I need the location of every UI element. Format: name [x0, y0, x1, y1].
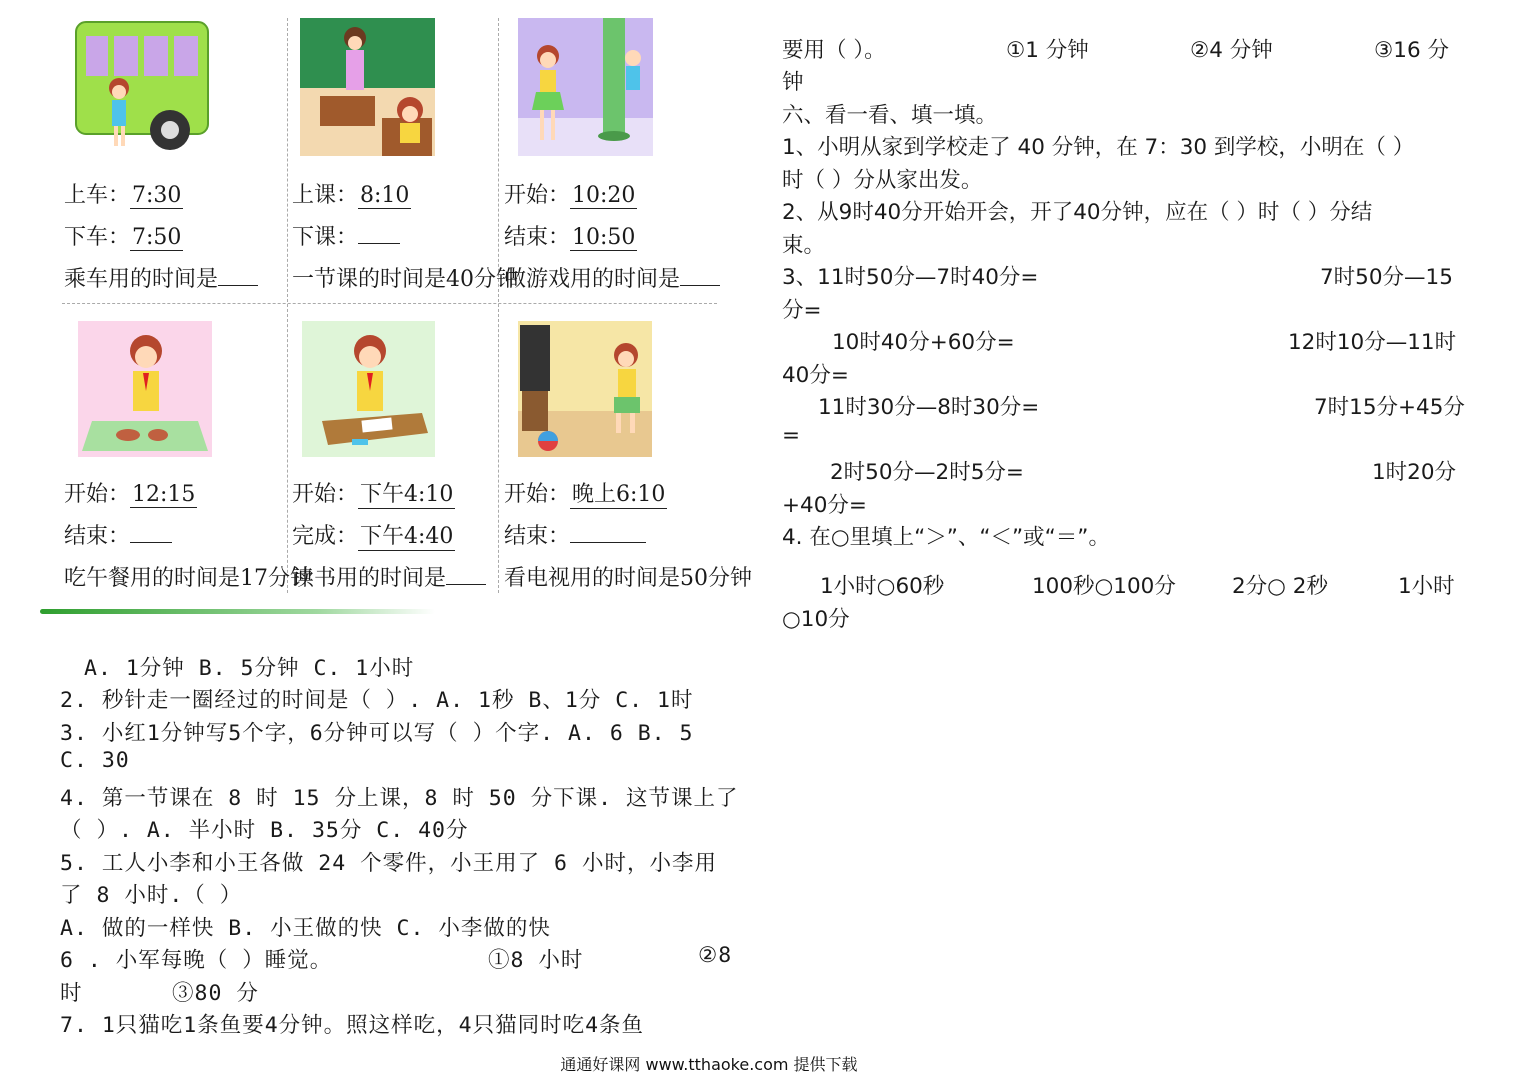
- card-tv: 开始：晚上6:10 结束： 看电视用的时间是50分钟: [504, 320, 719, 615]
- left-line-8: A. 做的一样快 B. 小王做的快 C. 小李做的快: [60, 916, 551, 941]
- right-line-0c: ②4 分钟: [1190, 38, 1273, 63]
- right-line-10a: 1小时○60秒: [820, 574, 945, 599]
- card-game: 开始：10:20 结束：10:50 做游戏用的时间是: [504, 18, 719, 313]
- left-line-10a: 时: [60, 981, 83, 1006]
- right-line-5a: 3、11时50分—7时40分=: [782, 265, 1039, 290]
- right-line-8c: +40分=: [782, 493, 867, 518]
- section-divider-bar: [40, 609, 435, 614]
- left-line-5: （ ）. A. 半小时 B. 35分 C. 40分: [60, 818, 469, 843]
- grid-divider-v1: [287, 18, 288, 593]
- left-line-0: A. 1分钟 B. 5分钟 C. 1小时: [84, 656, 415, 681]
- left-line-2: 3. 小红1分钟写5个字，6分钟可以写（ ）个字. A. 6 B. 5: [60, 721, 694, 746]
- right-line-0b: ①1 分钟: [1006, 38, 1089, 63]
- right-line-6c: 40分=: [782, 363, 849, 388]
- card-reading: 开始：下午4:10 完成：下午4:40 读书用的时间是: [292, 320, 507, 615]
- right-line-8b: 1时20分: [1372, 460, 1457, 485]
- bus-illustration: [74, 18, 209, 156]
- right-line-0a: 要用（ ）。: [782, 38, 886, 63]
- right-line-9: 4. 在○里填上“＞”、“＜”或“＝”。: [782, 525, 1110, 550]
- right-line-5c: 分=: [782, 298, 822, 323]
- right-line-4b: 束。: [782, 233, 826, 258]
- left-line-9a: 6 . 小军每晚（ ）睡觉。: [60, 948, 333, 973]
- card-bus: 上车：7:30 下车：7:50 乘车用的时间是: [64, 18, 279, 313]
- left-line-9c: ②8: [698, 943, 733, 968]
- right-line-7c: =: [782, 423, 801, 448]
- section-six-heading: 六、看一看、填一填。: [782, 103, 998, 128]
- left-line-9b: ①8 小时: [488, 948, 584, 973]
- left-line-1: 2. 秒针走一圈经过的时间是（ ）. A. 1秒 B、1分 C. 1时: [60, 688, 694, 713]
- right-line-10c: 2分○ 2秒: [1232, 574, 1328, 599]
- right-line-10d: 1小时: [1398, 574, 1455, 599]
- left-line-4: 4. 第一节课在 8 时 15 分上课，8 时 50 分下课. 这节课上了: [60, 786, 739, 811]
- classroom-illustration: [300, 18, 435, 156]
- card-class: 上课：8:10 下课： 一节课的时间是40分钟: [292, 18, 507, 313]
- card-lunch: 开始：12:15 结束： 吃午餐用的时间是17分钟: [64, 320, 279, 615]
- right-line-8a: 2时50分—2时5分=: [830, 460, 1024, 485]
- tv-illustration: [518, 320, 652, 458]
- right-line-6b: 12时10分—11时: [1288, 330, 1457, 355]
- right-line-0d: ③16 分: [1374, 38, 1449, 63]
- left-line-7: 了 8 小时.（ ）: [60, 883, 243, 908]
- left-line-11: 7. 1只猫吃1条鱼要4分钟。照这样吃，4只猫同时吃4条鱼: [60, 1013, 645, 1038]
- right-line-1: 钟: [782, 70, 804, 95]
- right-line-10b: 100秒○100分: [1032, 574, 1176, 599]
- left-line-10b: ③80 分: [172, 981, 259, 1006]
- right-line-5b: 7时50分—15: [1320, 265, 1453, 290]
- right-line-3a: 1、小明从家到学校走了 40 分钟，在 7：30 到学校，小明在（ ）: [782, 135, 1415, 160]
- game-illustration: [518, 18, 653, 156]
- right-line-11: ○10分: [782, 607, 850, 632]
- right-line-7a: 11时30分—8时30分=: [818, 395, 1040, 420]
- right-line-6a: 10时40分+60分=: [832, 330, 1015, 355]
- right-line-7b: 7时15分+45分: [1314, 395, 1465, 420]
- right-line-3b: 时（ ）分从家出发。: [782, 168, 983, 193]
- left-line-3: C. 30: [60, 748, 130, 773]
- lunch-illustration: [78, 320, 212, 458]
- left-line-6: 5. 工人小李和小王各做 24 个零件，小王用了 6 小时，小李用: [60, 851, 717, 876]
- footer-credit: 通通好课网 www.tthaoke.com 提供下载: [560, 1055, 858, 1074]
- reading-illustration: [302, 320, 435, 458]
- right-line-4a: 2、从9时40分开始开会，开了40分钟，应在（ ）时（ ）分结: [782, 200, 1373, 225]
